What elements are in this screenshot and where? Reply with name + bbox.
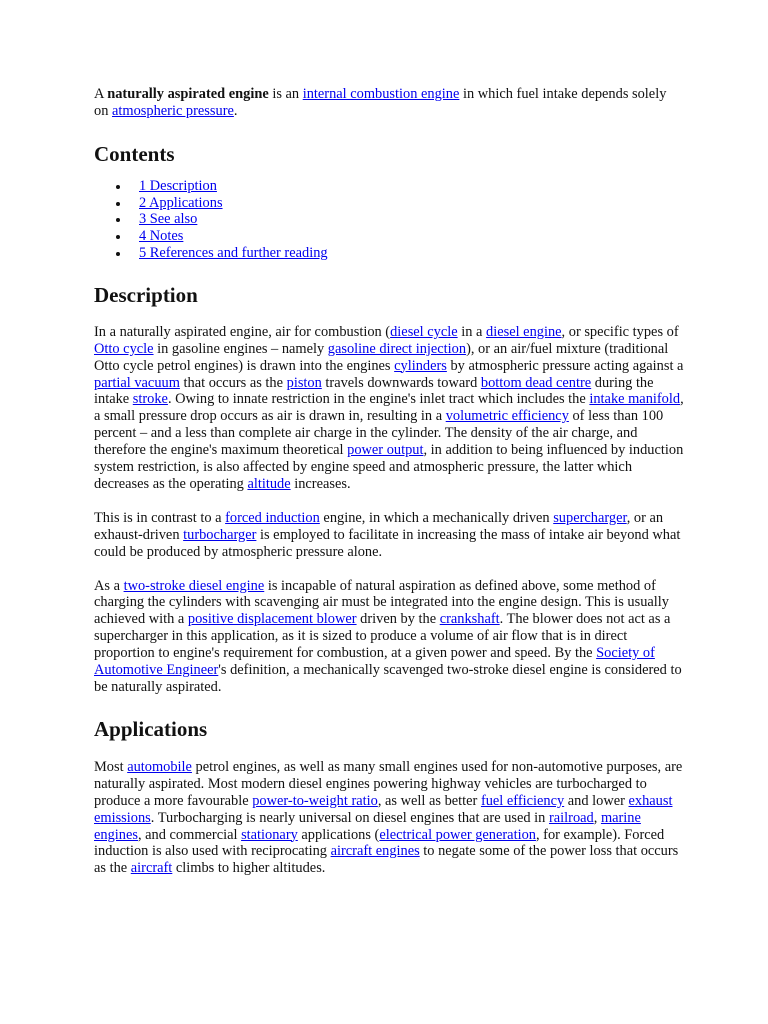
text-run: . Turbocharging is nearly universal on diesel engines that are used in <box>150 809 549 826</box>
text-run: ), or an air/fuel mixture (traditional Otto cycle petrol engines) is drawn into the engines <box>94 340 669 374</box>
link-stroke[interactable]: stroke <box>132 391 168 408</box>
toc-link-applications[interactable]: 2 Applications <box>139 194 223 211</box>
text-run: during the intake <box>94 374 654 408</box>
text-run: by atmospheric pressure acting against a <box>446 357 684 374</box>
table-of-contents <box>94 178 684 262</box>
text-run: This is in contrast to a <box>94 509 226 526</box>
toc-link-see-also[interactable]: 3 See also <box>139 211 198 228</box>
link-gasoline-direct-injection[interactable]: gasoline direct injection <box>327 340 467 357</box>
text-run: climbs to higher altitudes. <box>172 860 326 877</box>
applications-heading: Applications <box>94 716 208 741</box>
link-automobile[interactable]: automobile <box>127 758 192 775</box>
text-run: In a naturally aspirated engine, air for combustion ( <box>94 323 391 340</box>
toc-item <box>139 245 684 262</box>
link-internal-combustion-engine[interactable]: internal combustion engine <box>302 86 460 102</box>
article-body <box>94 86 684 877</box>
text-run: to negate some of the power loss that occurs as the <box>94 843 679 877</box>
text-run: , for example). Forced induction is also used with reciprocating <box>94 826 665 860</box>
text-run: Most <box>94 758 128 775</box>
link-power-to-weight-ratio[interactable]: power-to-weight ratio <box>252 792 378 809</box>
text-run: of less than 100 percent – and a less than complete air charge in the cylinder. The density of the air charge, and therefore the engine's maximum theoretical <box>94 408 664 459</box>
link-forced-induction[interactable]: forced induction <box>225 509 320 526</box>
contents-heading: Contents <box>94 141 175 166</box>
link-marine-engines[interactable]: marine engines <box>94 809 641 843</box>
link-two-stroke-diesel-engine[interactable]: two-stroke diesel engine <box>123 577 265 594</box>
link-society-of-automotive-engineer[interactable]: Society of Automotive Engineer <box>94 645 655 679</box>
link-aircraft[interactable]: aircraft <box>130 860 173 877</box>
text-run: , and commercial <box>137 826 242 843</box>
link-piston[interactable]: piston <box>286 374 322 391</box>
description-paragraph-1 <box>94 324 684 493</box>
text-run: in gasoline engines – namely <box>153 340 328 357</box>
text-run: . The blower does not act as a supercharger in this application, as it is sized to produce a volume of air flow that is in direct proportion to engine's requirement for combustion, at a given power and speed. By the <box>94 611 671 662</box>
text-run: driven by the <box>356 611 440 628</box>
text-run: in a <box>457 323 487 340</box>
link-supercharger[interactable]: supercharger <box>553 509 627 526</box>
link-positive-displacement-blower[interactable]: positive displacement blower <box>187 611 357 628</box>
text-run: engine, in which a mechanically driven <box>319 509 554 526</box>
text-run: that occurs as the <box>179 374 287 391</box>
intro-text: in which fuel intake depends solely on <box>94 86 667 119</box>
link-electrical-power-generation[interactable]: electrical power generation <box>379 826 536 843</box>
description-paragraph-2 <box>94 510 684 561</box>
intro-bold-term: naturally aspirated engine <box>107 86 269 102</box>
link-atmospheric-pressure[interactable]: atmospheric pressure <box>112 102 234 119</box>
text-run: 's definition, a mechanically scavenged two-stroke diesel engine is considered to be naturally aspirated. <box>94 662 682 696</box>
text-run: petrol engines, as well as many small engines used for non-automotive purposes, are naturally aspirated. Most modern diesel engines powering highway vehicles are turbocharged to produce a more favourable <box>94 758 683 809</box>
applications-paragraph-1 <box>94 759 684 877</box>
intro-paragraph <box>94 86 684 120</box>
text-run: . Owing to innate restriction in the engine's inlet tract which includes the <box>167 391 590 408</box>
toc-item <box>139 211 684 228</box>
intro-text: is an <box>268 86 303 102</box>
text-run: , in addition to being influenced by induction system restriction, is also affected by engine speed and atmospheric pressure, the latter which decreases as the operating <box>94 442 684 492</box>
text-run: increases. <box>290 475 351 492</box>
link-fuel-efficiency[interactable]: fuel efficiency <box>480 792 565 809</box>
link-intake-manifold[interactable]: intake manifold <box>589 391 681 408</box>
intro-text: A <box>94 86 108 102</box>
link-diesel-cycle[interactable]: diesel cycle <box>390 323 458 340</box>
toc-link-references[interactable]: 5 References and further reading <box>139 245 328 261</box>
link-exhaust-emissions[interactable]: exhaust emissions <box>94 792 673 826</box>
text-run: and lower <box>564 792 629 809</box>
toc-link-notes[interactable]: 4 Notes <box>139 228 184 245</box>
text-run: , or an exhaust-driven <box>94 509 664 543</box>
text-run: applications ( <box>297 826 380 843</box>
link-railroad[interactable]: railroad <box>548 809 594 826</box>
link-partial-vacuum[interactable]: partial vacuum <box>94 374 180 391</box>
description-heading: Description <box>94 282 198 307</box>
text-run: , as well as better <box>377 792 481 809</box>
toc-item <box>139 228 684 245</box>
text-run: , or specific types of <box>561 323 679 340</box>
link-otto-cycle[interactable]: Otto cycle <box>94 340 154 357</box>
toc-item <box>139 195 684 212</box>
link-bottom-dead-centre[interactable]: bottom dead centre <box>480 374 592 391</box>
text-run: is incapable of natural aspiration as defined above, some method of charging the cylinders with scavenging air must be integrated into the engine design. This is usually achieved with a <box>94 577 669 628</box>
text-run: , <box>593 809 601 826</box>
link-power-output[interactable]: power output <box>347 442 424 459</box>
text-run: As a <box>94 577 124 594</box>
link-turbocharger[interactable]: turbocharger <box>183 526 257 543</box>
text-run: is employed to facilitate in increasing the mass of intake air beyond what could be produced by atmospheric pressure alone. <box>94 526 681 560</box>
link-cylinders[interactable]: cylinders <box>394 357 447 374</box>
link-volumetric-efficiency[interactable]: volumetric efficiency <box>445 408 569 425</box>
link-crankshaft[interactable]: crankshaft <box>439 611 500 628</box>
toc-item <box>139 178 684 195</box>
link-diesel-engine[interactable]: diesel engine <box>486 323 562 340</box>
description-paragraph-3 <box>94 578 684 696</box>
text-run: , a small pressure drop occurs as air is drawn in, resulting in a <box>94 391 684 425</box>
link-altitude[interactable]: altitude <box>247 475 291 492</box>
link-aircraft-engines[interactable]: aircraft engines <box>330 843 420 860</box>
text-run: travels downwards toward <box>321 374 481 391</box>
link-stationary[interactable]: stationary <box>241 826 298 843</box>
intro-text: . <box>233 102 238 119</box>
toc-link-description[interactable]: 1 Description <box>139 177 217 194</box>
